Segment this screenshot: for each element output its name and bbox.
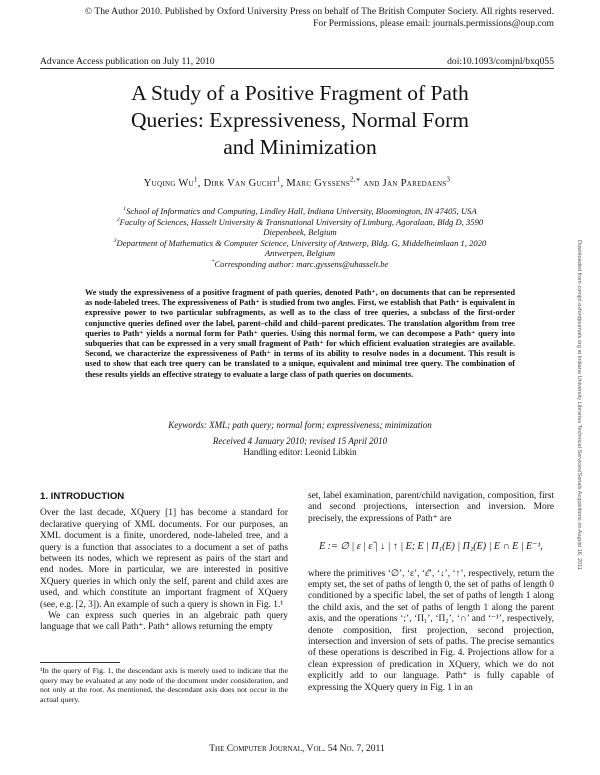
author-name: Dirk Van Gucht xyxy=(203,178,277,189)
intro-paragraph-4: where the primitives ‘∅’, ‘ε’, ‘ε̂’, ‘↓’, ‘↑’, respectively, return the empty set, the set of paths of length 0, the set of paths of length 0 conditioned by a specific label, the set of paths of length 1 along the child axis, and the set of paths of length 1 along the parent axis, and the operations ‘;’, ‘Π₁’, ‘Π₂’, ‘∩’ and ‘⁻¹’, respectively, denote composition, first projection, second projection, intersection and inversion of sets of paths. The precise semantics of these operations is described in Fig. 4. Projections allow for a clean expression of predication in XQuery, which we do not explicitly add to our language. Path⁺ is fully capable of expressing the XQuery query in Fig. 1 in an xyxy=(308,568,554,693)
intro-paragraph-3: set, label examination, parent/child navigation, composition, first and second projections, intersection and inversion. More precisely, the expressions of Path⁺ are xyxy=(308,491,554,524)
received-dates: Received 4 January 2010; revised 15 April 2010 xyxy=(212,436,388,446)
keywords: Keywords: XML; path query; normal form; expressiveness; minimization xyxy=(168,420,432,430)
doi-link[interactable]: doi:10.1093/comjnl/bxq055 xyxy=(447,56,554,67)
author-name: Jan Paredaens xyxy=(382,178,447,189)
permissions-line: For Permissions, please email: journals.permissions@oup.com xyxy=(313,18,554,29)
intro-paragraph-2: We can express such queries in an algebraic path query language that we call Path⁺. Path⁺ allows returning the empty xyxy=(40,611,288,633)
author-list: Yuqing Wu$^1$, Dirk Van Gucht$^1$, Marc Gyssens$^{2,∗}$ and Jan Paredaens$^3$ xyxy=(143,176,451,189)
footnote-divider xyxy=(40,662,120,663)
author-name: Yuqing Wu xyxy=(143,178,195,189)
title-line-2: Queries: Expressiveness, Normal Form xyxy=(131,108,469,132)
header-divider xyxy=(40,68,554,69)
author-affil-mark: 2,∗ xyxy=(350,176,361,184)
affiliation-3: $^3$Department of Mathematics & Computer Science, University of Antwerp, Bldg. G, Middelheimlaan 1, 2020 Antwerpen, Belgium xyxy=(113,237,487,259)
abstract: We study the expressiveness of a positive fragment of path queries, denoted Path⁺, on documents that can be represented as node-labeled trees. The expressiveness of Path⁺ is studied from two angles. First, we establish that Path⁺ is equivalent in expressive power to two particular subfragments, as well as to the class of tree queries, a subclass of the first-order conjunctive queries defined over the label, parent–child and child–parent predicates. The translation algorithm from tree queries to Path⁺ yields a normal form for Path⁺ queries. Using this normal form, we can decompose a Path⁺ query into subqueries that can be expressed in a very small fragment of Path⁺ for which efficient evaluation strategies are available. Second, we characterize the expressiveness of Path⁺ in terms of its ability to resolve nodes in a document. This result is used to show that each tree query can be translated to a unique, equivalent and minimal tree query. The combination of these results yields an effective strategy to evaluate a large class of path queries on documents. xyxy=(85,288,515,379)
grammar-formula: E := ∅ | ε | ε̂ | ↓ | ↑ | E; E | Π₁(E) | Π₂(E) | E ∩ E | E⁻¹, xyxy=(319,541,543,553)
affiliation-1: $^1$School of Informatics and Computing, Lindley Hall, Indiana University, Bloomington, IN 47405, USA xyxy=(123,206,477,216)
footnote: ¹In the query of Fig. 1, the descendant axis is merely used to indicate that the query may be evaluated at any node of the document under consideration, and not only at the root. As mentioned, the descendant axis does not occur in the actual query. xyxy=(40,666,288,704)
author-conjunction: and xyxy=(363,178,380,189)
intro-paragraph-1: Over the last decade, XQuery [1] has become a standard for declarative querying of XML documents. For our purposes, an XML document is a finite, unordered, node-labeled tree, and a query is a function that associates to a document a set of paths between its nodes, which we represent as pairs of the start and end nodes. More in particular, we are interested in positive XQuery queries in which only the self, parent and child axes are used, and which constitute an important fragment of XQuery (see, e.g. [2, 3]). An example of such a query is shown in Fig. 1.¹ xyxy=(40,508,288,610)
header-copyright-block xyxy=(34,6,554,30)
affiliation-2: $^2$Faculty of Sciences, Hasselt University & Transnational University of Limburg, Agoralaan, Bldg D, 3590 Diepenbeek, Belgium xyxy=(116,216,484,238)
download-stamp: Downloaded from comjnl.oxfordjournals.org at Indiana University Libraries Technical Services/Serials Acquisitions on August 16, 2011 xyxy=(576,240,582,570)
author-name: Marc Gyssens xyxy=(286,178,351,189)
author-affil-mark: 1 xyxy=(276,176,281,184)
paper-title xyxy=(60,80,540,161)
left-column xyxy=(40,491,288,634)
advance-access-line: Advance Access publication on July 11, 2010 xyxy=(40,56,215,67)
title-line-3: and Minimization xyxy=(223,135,377,159)
section-heading: 1. INTRODUCTION xyxy=(40,491,125,502)
corresponding-author: *Corresponding author: marc.gyssens@uhasselt.be xyxy=(211,258,389,269)
copyright-line: © The Author 2010. Published by Oxford University Press on behalf of The British Computer Society. All rights reserved. xyxy=(84,6,554,17)
title-line-1: A Study of a Positive Fragment of Path xyxy=(131,81,469,105)
author-affil-mark: 1 xyxy=(194,176,198,184)
handling-editor: Handling editor: Leonid Libkin xyxy=(243,447,357,457)
right-column xyxy=(308,491,554,694)
affiliations xyxy=(110,206,490,270)
author-affil-mark: 3 xyxy=(446,176,451,184)
journal-footer: The Computer Journal, Vol. 54 No. 7, 2011 xyxy=(209,743,385,754)
